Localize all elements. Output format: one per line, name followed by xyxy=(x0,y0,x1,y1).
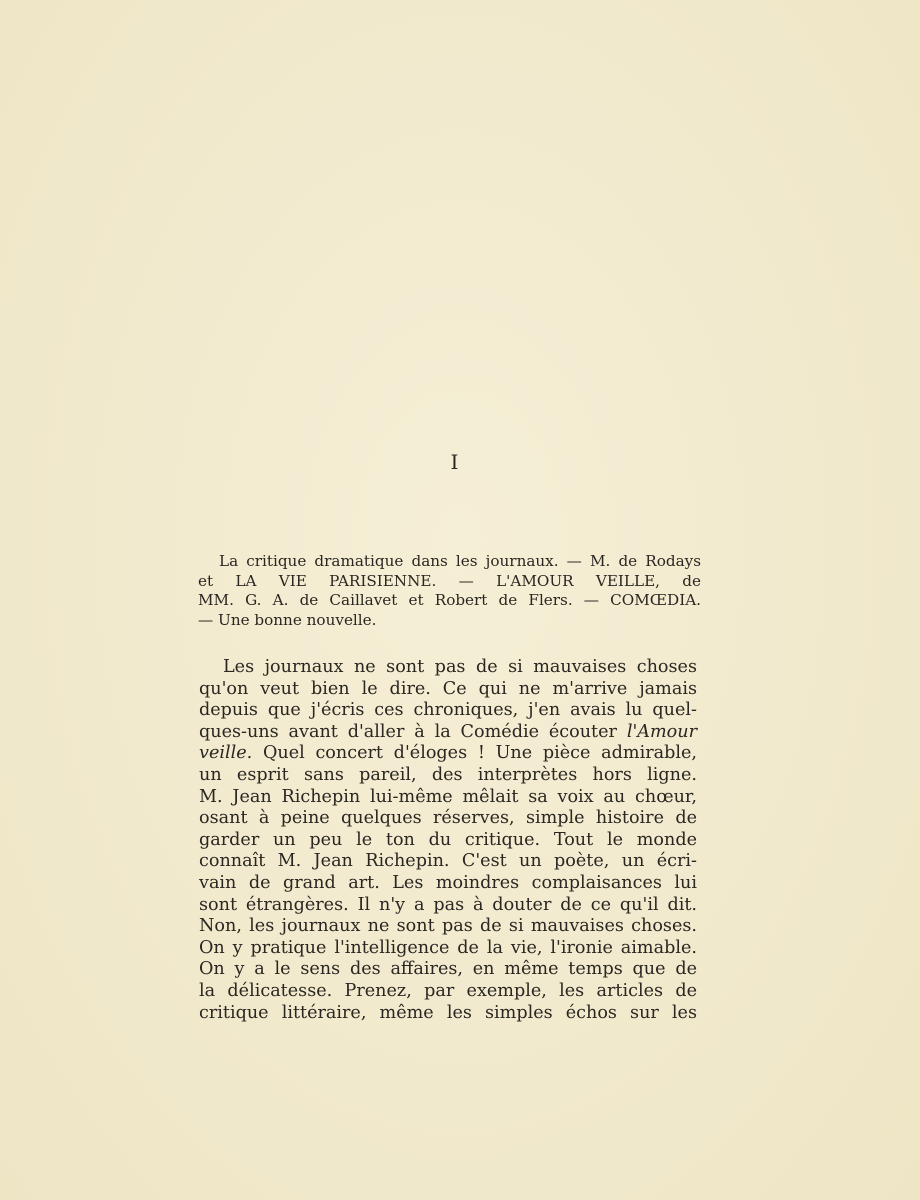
text-line: critique littéraire, même les simples échos sur les xyxy=(199,1002,697,1023)
summary-line: MM. G. A. de Caillavet et Robert de Flers. — COMŒDIA. xyxy=(198,591,701,609)
body-paragraph xyxy=(199,657,697,1024)
text-line: sont étrangères. Il n'y a pas à douter de ce qu'il dit. xyxy=(199,894,697,915)
chapter-number: I xyxy=(450,450,460,474)
text-line: garder un peu le ton du critique. Tout le monde xyxy=(199,829,697,850)
text-line: un esprit sans pareil, des interprètes hors ligne. xyxy=(199,764,697,785)
summary-line: — Une bonne nouvelle. xyxy=(198,610,377,629)
summary-line: et LA VIE PARISIENNE. — L'AMOUR VEILLE, de xyxy=(198,571,701,590)
text-line: depuis que j'écris ces chroniques, j'en avais lu quel- xyxy=(199,700,697,721)
summary-line: La critique dramatique dans les journaux. — M. de Rodays xyxy=(219,552,701,570)
text-line: connaît M. Jean Richepin. C'est un poète, un écri- xyxy=(199,851,697,872)
text-line: la délicatesse. Prenez, par exemple, les articles de xyxy=(199,980,697,1001)
text-line: vain de grand art. Les moindres complaisances lui xyxy=(199,872,697,893)
text-line xyxy=(199,722,697,744)
chapter-summary xyxy=(198,552,701,630)
text-line: qu'on veut bien le dire. Ce qui ne m'arrive jamais xyxy=(199,678,697,699)
text-line: osant à peine quelques réserves, simple histoire de xyxy=(199,808,697,829)
text-line: On y pratique l'intelligence de la vie, l'ironie aimable. xyxy=(199,937,697,958)
text-line xyxy=(199,743,697,765)
text-line: Non, les journaux ne sont pas de si mauvaises choses. xyxy=(199,916,697,937)
text-line: Les journaux ne sont pas de si mauvaises choses xyxy=(223,657,697,677)
text-line: M. Jean Richepin lui-même mêlait sa voix au chœur, xyxy=(199,786,697,807)
text-line: On y a le sens des affaires, en même temps que de xyxy=(199,959,697,980)
play-title-italic: l'Amour xyxy=(626,721,697,742)
text-segment: Quel concert d'éloges ! Une pièce admirable, xyxy=(252,743,697,764)
text-segment: ques-uns avant d'aller à la Comédie écouter xyxy=(199,721,627,742)
play-title-italic: veille. xyxy=(199,743,253,764)
